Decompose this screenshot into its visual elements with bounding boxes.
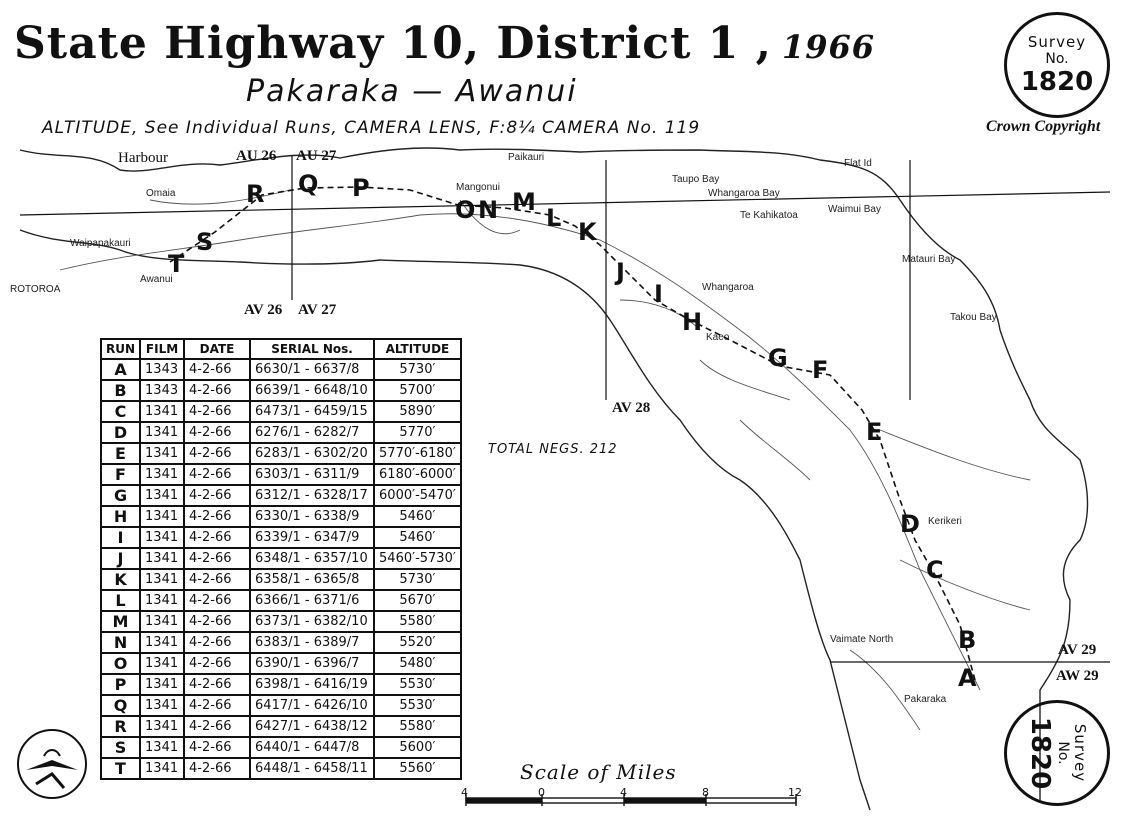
cell-run: B xyxy=(101,380,140,401)
run-label-q: Q xyxy=(298,170,319,198)
cell-serial: 6312/1 - 6328/17 xyxy=(250,485,374,506)
place-whangaroa-bay: Whangaroa Bay xyxy=(708,188,780,199)
cell-run: O xyxy=(101,653,140,674)
run-label-n: N xyxy=(478,196,499,224)
place-pakaraka: Pakaraka xyxy=(904,694,947,705)
cell-alt: 5730′ xyxy=(374,569,461,590)
table-row xyxy=(101,695,461,716)
cell-date: 4-2-66 xyxy=(184,380,250,401)
place-taupo-bay: Taupo Bay xyxy=(672,174,720,185)
place-flat-id: Flat Id xyxy=(844,158,872,169)
cell-alt: 5770′ xyxy=(374,422,461,443)
run-label-s: S xyxy=(196,228,214,256)
cell-film: 1341 xyxy=(140,695,184,716)
cell-date: 4-2-66 xyxy=(184,359,250,380)
run-label-l: L xyxy=(546,204,562,232)
run-label-m: M xyxy=(512,188,536,216)
table-row xyxy=(101,422,461,443)
run-table xyxy=(100,338,462,780)
cell-run: T xyxy=(101,758,140,779)
place-mangonui: Mangonui xyxy=(456,182,500,193)
col-run: RUN xyxy=(101,339,140,359)
col-date: DATE xyxy=(184,339,250,359)
table-row xyxy=(101,506,461,527)
place-te-kahikatoa: Te Kahikatoa xyxy=(740,210,798,221)
cell-serial: 6303/1 - 6311/9 xyxy=(250,464,374,485)
table-row xyxy=(101,611,461,632)
cell-run: C xyxy=(101,401,140,422)
table-row xyxy=(101,464,461,485)
cell-date: 4-2-66 xyxy=(184,611,250,632)
col-film: FILM xyxy=(140,339,184,359)
cell-run: P xyxy=(101,674,140,695)
cell-date: 4-2-66 xyxy=(184,758,250,779)
scale-tick: 12 xyxy=(788,786,802,799)
run-label-o: O xyxy=(455,196,476,224)
cell-alt: 5460′-5730′ xyxy=(374,548,461,569)
grid-label-aw29: AW 29 xyxy=(1056,668,1099,684)
cell-film: 1341 xyxy=(140,674,184,695)
cell-serial: 6358/1 - 6365/8 xyxy=(250,569,374,590)
map-subtitle: Pakaraka — Awanui xyxy=(246,74,578,109)
cell-alt: 6180′-6000′ xyxy=(374,464,461,485)
cell-serial: 6383/1 - 6389/7 xyxy=(250,632,374,653)
cell-alt: 5580′ xyxy=(374,716,461,737)
cell-film: 1341 xyxy=(140,611,184,632)
grid-label-au27: AU 27 xyxy=(296,148,337,164)
title-year: 1966 xyxy=(781,28,876,66)
cell-alt: 5530′ xyxy=(374,695,461,716)
scale-tick: 0 xyxy=(538,786,545,799)
run-label-j: J xyxy=(616,258,625,286)
cell-run: I xyxy=(101,527,140,548)
cell-film: 1341 xyxy=(140,632,184,653)
cell-alt: 5530′ xyxy=(374,674,461,695)
place-whangaroa: Whangaroa xyxy=(702,282,754,293)
seal-word: Survey xyxy=(1027,33,1087,51)
table-header-row xyxy=(101,339,461,359)
cell-film: 1341 xyxy=(140,527,184,548)
cell-alt: 5460′ xyxy=(374,527,461,548)
scale-tick: 4 xyxy=(620,786,627,799)
cell-serial: 6427/1 - 6438/12 xyxy=(250,716,374,737)
cell-run: N xyxy=(101,632,140,653)
place-matauri-bay: Matauri Bay xyxy=(902,254,956,265)
table-row xyxy=(101,653,461,674)
scale-bar xyxy=(466,794,796,806)
cell-film: 1341 xyxy=(140,758,184,779)
run-label-h: H xyxy=(682,308,703,336)
cell-date: 4-2-66 xyxy=(184,506,250,527)
run-label-a: A xyxy=(958,664,977,692)
cell-alt: 5460′ xyxy=(374,506,461,527)
map-title xyxy=(14,18,875,69)
cell-film: 1341 xyxy=(140,653,184,674)
cell-date: 4-2-66 xyxy=(184,464,250,485)
cell-date: 4-2-66 xyxy=(184,401,250,422)
cell-run: K xyxy=(101,569,140,590)
table-row xyxy=(101,632,461,653)
cell-date: 4-2-66 xyxy=(184,674,250,695)
cell-serial: 6339/1 - 6347/9 xyxy=(250,527,374,548)
table-row xyxy=(101,548,461,569)
run-label-p: P xyxy=(352,174,370,202)
table-row xyxy=(101,758,461,779)
cell-film: 1341 xyxy=(140,716,184,737)
cell-serial: 6440/1 - 6447/8 xyxy=(250,737,374,758)
cell-run: A xyxy=(101,359,140,380)
cell-run: H xyxy=(101,506,140,527)
cell-serial: 6417/1 - 6426/10 xyxy=(250,695,374,716)
grid-label-au26: AU 26 xyxy=(236,148,277,164)
cell-date: 4-2-66 xyxy=(184,443,250,464)
cell-date: 4-2-66 xyxy=(184,527,250,548)
cell-alt: 5480′ xyxy=(374,653,461,674)
cell-run: F xyxy=(101,464,140,485)
col-altitude: ALTITUDE xyxy=(374,339,461,359)
table-row xyxy=(101,674,461,695)
cell-film: 1341 xyxy=(140,401,184,422)
cell-alt: 5730′ xyxy=(374,359,461,380)
table-row xyxy=(101,737,461,758)
cell-film: 1341 xyxy=(140,464,184,485)
run-label-g: G xyxy=(768,344,788,372)
scale-tick: 4 xyxy=(461,786,468,799)
cell-date: 4-2-66 xyxy=(184,632,250,653)
cell-alt: 5700′ xyxy=(374,380,461,401)
place-vaimate-north: Vaimate North xyxy=(830,634,894,645)
cell-serial: 6283/1 - 6302/20 xyxy=(250,443,374,464)
cell-film: 1341 xyxy=(140,443,184,464)
place-kaeo: Kaeo xyxy=(706,332,730,343)
cell-serial: 6348/1 - 6357/10 xyxy=(250,548,374,569)
cell-serial: 6630/1 - 6637/8 xyxy=(250,359,374,380)
cell-serial: 6390/1 - 6396/7 xyxy=(250,653,374,674)
run-label-f: F xyxy=(812,356,829,384)
table-row xyxy=(101,359,461,380)
place-awanui: Awanui xyxy=(140,274,173,285)
crown-copyright: Crown Copyright xyxy=(986,118,1101,135)
cell-serial: 6448/1 - 6458/11 xyxy=(250,758,374,779)
cell-serial: 6366/1 - 6371/6 xyxy=(250,590,374,611)
cell-alt: 6000′-5470′ xyxy=(374,485,461,506)
seal-word: Survey xyxy=(1071,723,1089,783)
run-label-i: I xyxy=(654,280,663,308)
grid-label-av29: AV 29 xyxy=(1058,642,1097,658)
cell-alt: 5890′ xyxy=(374,401,461,422)
cell-alt: 5560′ xyxy=(374,758,461,779)
run-label-d: D xyxy=(900,510,920,538)
seal-no: No. xyxy=(1045,51,1069,67)
table-row xyxy=(101,590,461,611)
seal-number: 1820 xyxy=(1025,716,1055,790)
place-takou-bay: Takou Bay xyxy=(950,312,997,323)
cell-film: 1343 xyxy=(140,359,184,380)
cell-alt: 5580′ xyxy=(374,611,461,632)
cell-serial: 6398/1 - 6416/19 xyxy=(250,674,374,695)
cell-run: Q xyxy=(101,695,140,716)
cell-run: D xyxy=(101,422,140,443)
cell-film: 1341 xyxy=(140,548,184,569)
run-label-c: C xyxy=(926,556,944,584)
scale-tick: 8 xyxy=(702,786,709,799)
cell-alt: 5670′ xyxy=(374,590,461,611)
cell-alt: 5600′ xyxy=(374,737,461,758)
grid-label-av28: AV 28 xyxy=(612,400,651,416)
table-row xyxy=(101,716,461,737)
total-negatives: TOTAL NEGS. 212 xyxy=(488,442,618,457)
run-label-t: T xyxy=(168,250,185,278)
cell-run: R xyxy=(101,716,140,737)
place-rotoroa: ROTOROA xyxy=(10,284,61,295)
place-paikauri: Paikauri xyxy=(508,152,545,163)
cell-film: 1341 xyxy=(140,422,184,443)
table-row xyxy=(101,443,461,464)
table-row xyxy=(101,380,461,401)
col-serial: SERIAL Nos. xyxy=(250,339,374,359)
run-label-b: B xyxy=(958,626,977,654)
cell-serial: 6330/1 - 6338/9 xyxy=(250,506,374,527)
table-row xyxy=(101,401,461,422)
cell-serial: 6373/1 - 6382/10 xyxy=(250,611,374,632)
cell-film: 1341 xyxy=(140,569,184,590)
seal-number: 1820 xyxy=(1020,67,1094,97)
grid-label-av27: AV 27 xyxy=(298,302,337,318)
cell-film: 1341 xyxy=(140,590,184,611)
table-row xyxy=(101,527,461,548)
cell-run: S xyxy=(101,737,140,758)
place-omaia: Omaia xyxy=(146,188,176,199)
cell-date: 4-2-66 xyxy=(184,716,250,737)
place-waipapakauri: Waipapakauri xyxy=(70,238,131,249)
survey-seal-bottom xyxy=(1004,700,1110,806)
cell-date: 4-2-66 xyxy=(184,422,250,443)
cell-alt: 5520′ xyxy=(374,632,461,653)
cell-date: 4-2-66 xyxy=(184,590,250,611)
place-waimui-bay: Waimui Bay xyxy=(828,204,881,215)
cell-serial: 6639/1 - 6648/10 xyxy=(250,380,374,401)
cell-film: 1341 xyxy=(140,737,184,758)
cell-date: 4-2-66 xyxy=(184,485,250,506)
cell-run: M xyxy=(101,611,140,632)
cell-run: E xyxy=(101,443,140,464)
camera-info: ALTITUDE, See Individual Runs, CAMERA LENS, F:8¼ CAMERA No. 119 xyxy=(42,118,701,138)
run-label-r: R xyxy=(246,180,265,208)
cell-run: L xyxy=(101,590,140,611)
survey-seal-top xyxy=(1004,12,1110,118)
aerial-mapping-logo xyxy=(14,726,90,802)
cell-serial: 6276/1 - 6282/7 xyxy=(250,422,374,443)
run-table-body xyxy=(101,359,461,779)
grid-label-av26: AV 26 xyxy=(244,302,283,318)
cell-film: 1341 xyxy=(140,506,184,527)
cell-film: 1341 xyxy=(140,485,184,506)
run-label-e: E xyxy=(866,418,883,446)
cell-run: G xyxy=(101,485,140,506)
run-label-k: K xyxy=(578,218,597,246)
place-kerikeri: Kerikeri xyxy=(928,516,962,527)
cell-date: 4-2-66 xyxy=(184,548,250,569)
cell-film: 1343 xyxy=(140,380,184,401)
scale-title: Scale of Miles xyxy=(520,760,677,784)
place-harbour: Harbour xyxy=(118,150,168,166)
seal-no: No. xyxy=(1055,741,1071,765)
cell-date: 4-2-66 xyxy=(184,569,250,590)
title-text: State Highway 10, District 1 , xyxy=(14,18,772,69)
cell-run: J xyxy=(101,548,140,569)
cell-date: 4-2-66 xyxy=(184,737,250,758)
cell-serial: 6473/1 - 6459/15 xyxy=(250,401,374,422)
cell-date: 4-2-66 xyxy=(184,653,250,674)
table-row xyxy=(101,569,461,590)
cell-date: 4-2-66 xyxy=(184,695,250,716)
table-row xyxy=(101,485,461,506)
cell-alt: 5770′-6180′ xyxy=(374,443,461,464)
